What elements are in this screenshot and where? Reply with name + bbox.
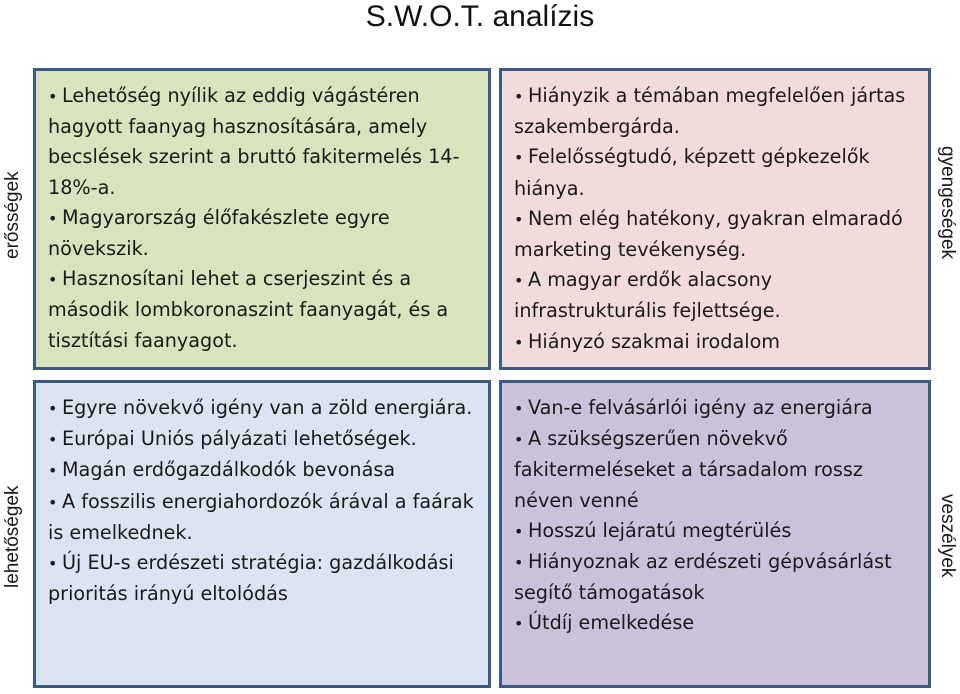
bullet-icon: • <box>48 430 58 450</box>
weaknesses-list <box>514 81 916 358</box>
strength-item <box>48 264 476 356</box>
weaknesses-box <box>499 68 931 370</box>
opportunity-item <box>48 393 476 424</box>
opportunity-item-text: Európai Uniós pályázati lehetőségek. <box>62 427 417 451</box>
weakness-item-text: Hiányzik a témában megfelelően jártas szakembergárda. <box>514 84 906 139</box>
opportunity-item-text: Új EU-s erdészeti stratégia: gazdálkodási prioritás irányú eltolódás <box>48 551 454 606</box>
bullet-icon: • <box>514 87 524 106</box>
strength-item-text: Magyarország élőfakészlete egyre növekszik. <box>48 205 390 261</box>
bullet-icon: • <box>514 209 524 229</box>
threat-item <box>514 393 916 424</box>
threat-item-text: Hosszú lejáratú megtérülés <box>528 518 792 542</box>
weakness-item-text: Hiányzó szakmai irodalom <box>528 329 780 353</box>
bullet-icon: • <box>514 553 524 573</box>
page-title: S.W.O.T. analízis <box>365 0 595 33</box>
strength-item <box>48 203 476 264</box>
strength-item-text: Hasznosítani lehet a cserjeszint és a második lombkoronaszint faanyagát, és a tisztítási faanyagot. <box>48 267 449 352</box>
threats-list <box>514 393 916 640</box>
bullet-icon: • <box>48 399 58 418</box>
threat-item <box>514 516 916 547</box>
weakness-item <box>514 142 916 203</box>
weakness-item <box>514 204 916 265</box>
bullet-icon: • <box>514 271 524 291</box>
opportunity-item-text: Egyre növekvő igény van a zöld energiára. <box>62 396 473 419</box>
weakness-item <box>514 81 916 142</box>
weakness-item-text: A magyar erdők alacsony infrastrukturális fejlettsége. <box>514 268 781 323</box>
opportunities-list <box>48 393 476 609</box>
bullet-icon: • <box>48 554 58 574</box>
bullet-icon: • <box>514 614 524 634</box>
threat-item-text: Hiányoznak az erdészeti gépvásárlást segítő támogatások <box>514 550 892 605</box>
label-opportunities: lehetőségek <box>2 485 23 589</box>
label-weaknesses: gyengeségek <box>937 146 958 260</box>
opportunity-item <box>48 487 476 548</box>
opportunity-item <box>48 424 476 455</box>
threat-item-text: Útdíj emelkedése <box>528 611 695 635</box>
opportunity-item-text: A fosszilis energiahordozók árával a faárak is emelkednek. <box>48 489 474 544</box>
bullet-icon: • <box>48 208 58 228</box>
bullet-icon: • <box>514 399 524 418</box>
strengths-box <box>33 68 491 370</box>
threat-item <box>514 547 916 608</box>
opportunity-item <box>48 455 476 486</box>
bullet-icon: • <box>514 430 524 450</box>
threat-item <box>514 608 916 639</box>
strength-item <box>48 81 476 203</box>
threat-item <box>514 424 916 516</box>
threats-box <box>499 380 931 688</box>
bullet-icon: • <box>48 270 58 290</box>
bullet-icon: • <box>514 332 524 352</box>
bullet-icon: • <box>514 521 524 541</box>
bullet-icon: • <box>514 148 524 168</box>
opportunities-box <box>33 380 491 688</box>
strengths-list <box>48 81 476 356</box>
weakness-item <box>514 327 916 358</box>
bullet-icon: • <box>48 492 58 512</box>
label-threats: veszélyek <box>937 494 958 578</box>
weakness-item-text: Felelősségtudó, képzett gépkezelők hiánya. <box>514 145 870 200</box>
bullet-icon: • <box>48 461 58 481</box>
bullet-icon: • <box>48 87 58 106</box>
opportunity-item-text: Magán erdőgazdálkodók bevonása <box>62 458 396 482</box>
threat-item-text: Van-e felvásárlói igény az energiára <box>528 396 873 419</box>
opportunity-item <box>48 548 476 609</box>
weakness-item-text: Nem elég hatékony, gyakran elmaradó marketing tevékenység. <box>514 206 903 262</box>
threat-item-text: A szükségszerűen növekvő fakitermeléseket a társadalom rossz néven venné <box>514 427 863 512</box>
weakness-item <box>514 265 916 326</box>
strength-item-text: Lehetőség nyílik az eddig vágástéren hagyott faanyag hasznosítására, amely becslések szerint a bruttó fakitermelés 14-18%-a. <box>48 84 460 199</box>
label-strengths: erősségek <box>2 171 23 259</box>
